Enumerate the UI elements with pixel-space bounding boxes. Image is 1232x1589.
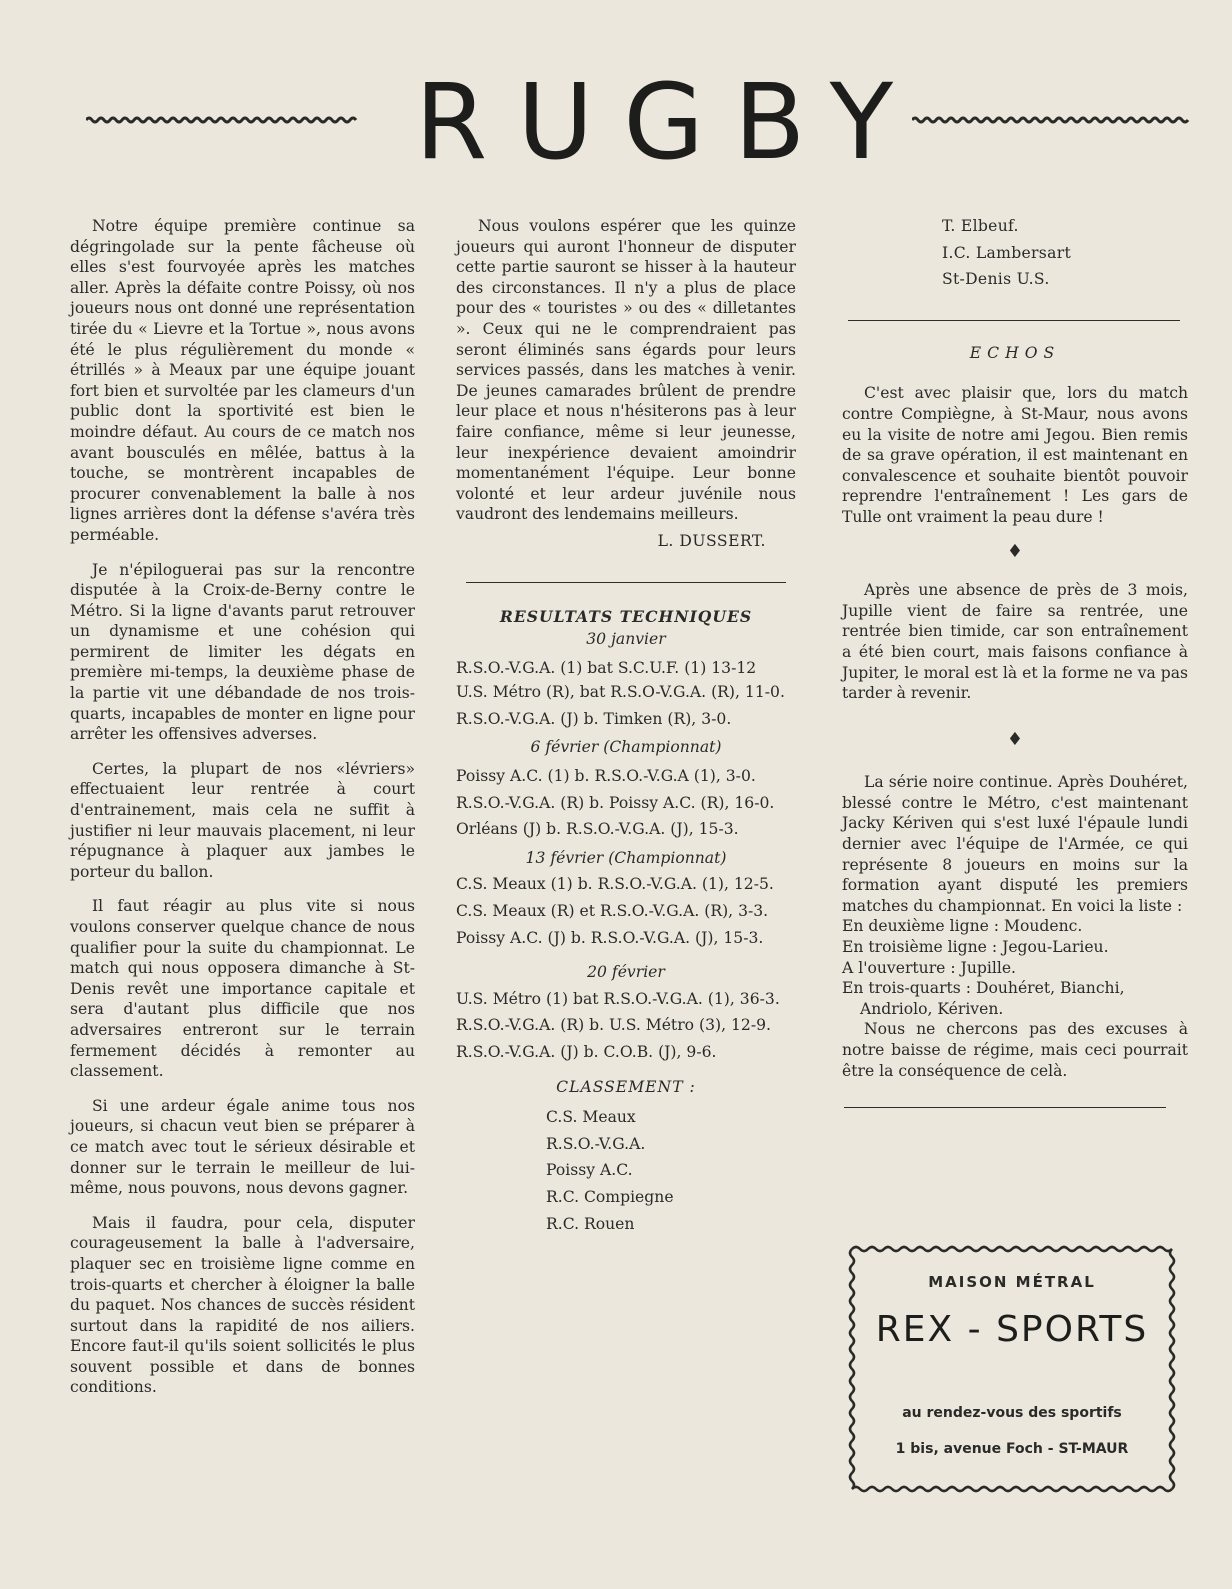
article-paragraph: Notre équipe première continue sa dégringolade sur la pente fâcheuse où elles s'est fourvoyée après les matches aller. Après la défaite contre Poissy, où nos joueurs nous ont donné une représentation tirée du « Lievre et la Tortue », nous avons été le plus régulièrement du monde « étrillés » à Meaux par une équipe jouant fort bien et survoltée par les clameurs d'un public dont la sportivité est bien le moindre défaut. Au cours de ce match nos avant bousculés en mêlée, battus à la touche, se montrèrent incapables de procurer convenablement la balle à nos lignes arrières dont la défense s'avéra très perméable. bbox=[70, 217, 415, 544]
classement-team: R.S.O.-V.G.A. bbox=[546, 1134, 646, 1153]
echos-closing: Nous ne chercons pas des excuses à notre baisse de régime, mais ceci pourrait être la conséquence de celà. bbox=[842, 1020, 1188, 1080]
divider bbox=[844, 1107, 1166, 1108]
result-line: U.S. Métro (R), bat R.S.O-V.G.A. (R), 11-0. bbox=[456, 683, 785, 702]
result-line: R.S.O.-V.G.A. (J) b. C.O.B. (J), 9-6. bbox=[456, 1043, 717, 1061]
classement-team: R.C. Compiegne bbox=[546, 1187, 674, 1206]
result-line: C.S. Meaux (R) et R.S.O.-V.G.A. (R), 3-3. bbox=[456, 902, 769, 921]
rex-sports-advertisement bbox=[846, 1243, 1178, 1496]
ad-shop-name: REX - SPORTS bbox=[875, 1309, 1149, 1350]
result-line: R.S.O.-V.G.A. (1) bat S.C.U.F. (1) 13-12 bbox=[456, 658, 757, 677]
article-column-3 bbox=[842, 216, 1188, 1108]
result-line: Orléans (J) b. R.S.O.-V.G.A. (J), 15-3. bbox=[456, 820, 739, 839]
result-line: U.S. Métro (1) bat R.S.O.-V.G.A. (1), 36-3. bbox=[456, 989, 780, 1008]
classement-team: R.C. Rouen bbox=[546, 1214, 635, 1233]
results-date: 30 janvier bbox=[586, 630, 666, 649]
result-line: R.S.O.-V.G.A. (R) b. Poissy A.C. (R), 16-0. bbox=[456, 793, 775, 812]
article-paragraph: Mais il faudra, pour cela, disputer courageusement la balle à l'adversaire, plaquer sec en troisième ligne comme en trois-quarts et chercher à éloigner la balle du paquet. Nos chances de succès résident surtout dans la rapidité de nos ailiers. Encore faut-il qu'ils soient sollicités le plus souvent possible et dans de bonnes conditions. bbox=[70, 1213, 415, 1397]
results-date: 13 février (Championnat) bbox=[525, 848, 727, 867]
page-title: RUGBY bbox=[415, 61, 924, 183]
echos-title: ECHOS bbox=[969, 343, 1061, 362]
article-paragraph: Si une ardeur égale anime tous nos joueurs, si chacun veut bien se préparer à ce match avec tout le sérieux désirable et donner sur le terrain le meilleur de lui-même, nous pouvons, nous devons gagner. bbox=[70, 1096, 415, 1198]
ad-tagline: au rendez-vous des sportifs bbox=[902, 1405, 1122, 1421]
results-section bbox=[456, 607, 796, 1063]
result-line: R.S.O.-V.G.A. (R) b. U.S. Métro (3), 12-9. bbox=[456, 1016, 771, 1035]
classement-title: CLASSEMENT : bbox=[556, 1077, 696, 1096]
diamond-separator: ♦ bbox=[1006, 728, 1024, 750]
result-line: C.S. Meaux (1) b. R.S.O.-V.G.A. (1), 12-5. bbox=[456, 875, 774, 894]
article-paragraph: Je n'épiloguerai pas sur la rencontre disputée à la Croix-de-Berny contre le Métro. Si la ligne d'avants parut retrouver un dynamisme et une cohésion qui permirent de limiter les dégats en première mi-temps, la deuxième phase de la partie vit une débandade de nos trois-quarts, incapables de monter en ligne pour arrêter les offensives adverses. bbox=[70, 560, 415, 744]
results-date: 20 février bbox=[587, 963, 665, 982]
classement-team: I.C. Lambersart bbox=[942, 243, 1072, 262]
article-paragraph: Nous voulons espérer que les quinze joueurs qui auront l'honneur de disputer cette partie sauront se hisser à la hauteur des circonstances. Il n'y a plus de place pour des « touristes » ou des « dilletantes ». Ceux qui ne le comprendraient pas seront éliminés sans égards pour leurs services passés, dans les matches à venir. De jeunes camarades brûlent de prendre leur place et nous n'hésiterons pas à leur faire confiance, même si leur jeunesse, leur inexpérience devaient amoindrir momentanément l'équipe. Leur bonne volonté et leur ardeur juvénile nous vaudront des lendemains meilleurs. bbox=[456, 217, 796, 524]
echos-paragraph: Après une absence de près de 3 mois, Jupille vient de faire sa rentrée, une rentrée bien timide, car son entraînement a été bien court, mais faisons confiance à Jupiter, le moral est là et la forme ne va pas tarder à revenir. bbox=[842, 581, 1189, 703]
echos-paragraph: La série noire continue. Après Douhéret, blessé contre le Métro, c'est maintenant Jacky Kériven qui s'est luxé l'épaule lundi dernier avec l'équipe de l'Armée, ce qui représente 8 joueurs en moins sur la formation ayant disputé les premiers matches du championnat. En voici la liste : bbox=[842, 773, 1188, 915]
masthead bbox=[0, 60, 1232, 183]
classement-team: T. Elbeuf. bbox=[942, 217, 1019, 235]
classement-team: Poissy A.C. bbox=[546, 1161, 633, 1180]
ad-house-name: MAISON MÉTRAL bbox=[928, 1273, 1096, 1291]
echos-list-item: En deuxième ligne : Moudenc. bbox=[842, 917, 1083, 936]
article-author: L. DUSSERT. bbox=[657, 531, 766, 550]
results-date: 6 février (Championnat) bbox=[530, 738, 722, 757]
wavy-rule-left bbox=[86, 115, 358, 125]
result-line: Poissy A.C. (J) b. R.S.O.-V.G.A. (J), 15-3. bbox=[456, 928, 764, 947]
echos-list-item: A l'ouverture : Jupille. bbox=[842, 958, 1016, 977]
classement-team: C.S. Meaux bbox=[546, 1108, 636, 1127]
classement-team: St-Denis U.S. bbox=[942, 270, 1050, 289]
results-title: RESULTATS TECHNIQUES bbox=[499, 606, 753, 626]
divider bbox=[848, 320, 1180, 321]
ad-address: 1 bis, avenue Foch - ST-MAUR bbox=[895, 1441, 1129, 1457]
article-column-2 bbox=[456, 216, 796, 1234]
diamond-separator: ♦ bbox=[1006, 540, 1024, 562]
article-column-1 bbox=[70, 216, 415, 1412]
article-paragraph: Certes, la plupart de nos «lévriers» effectuaient leur rentrée à court d'entrainement, mais cela ne suffit à justifier ni leur mauvais placement, ni leur répugnance à plaquer aux jambes le porteur du ballon. bbox=[70, 759, 415, 881]
echos-list-item: En trois-quarts : Douhéret, Bianchi, Andriolo, Kériven. bbox=[842, 979, 1125, 1018]
echos-list-item: En troisième ligne : Jegou-Larieu. bbox=[842, 938, 1109, 957]
result-line: R.S.O.-V.G.A. (J) b. Timken (R), 3-0. bbox=[456, 709, 732, 728]
echos-paragraph: C'est avec plaisir que, lors du match contre Compiègne, à St-Maur, nous avons eu la visite de notre ami Jegou. Bien remis de sa grave opération, il est maintenant en convalescence et souhaite bientôt pouvoir reprendre l'entraînement ! Les gars de Tulle ont vraiment la peau dure ! bbox=[842, 384, 1188, 526]
article-paragraph: Il faut réagir au plus vite si nous voulons conserver quelque chance de nous qualifier pour la suite du championnat. Le match qui nous opposera dimanche à St-Denis revêt une importance capitale et sera d'autant plus difficile que nos adversaires entreront sur le terrain fermement décidés à remonter au classement. bbox=[70, 897, 415, 1081]
wavy-rule-right bbox=[912, 115, 1192, 125]
divider bbox=[466, 582, 786, 583]
classement-section bbox=[456, 1077, 796, 1235]
result-line: Poissy A.C. (1) b. R.S.O.-V.G.A (1), 3-0. bbox=[456, 767, 756, 786]
